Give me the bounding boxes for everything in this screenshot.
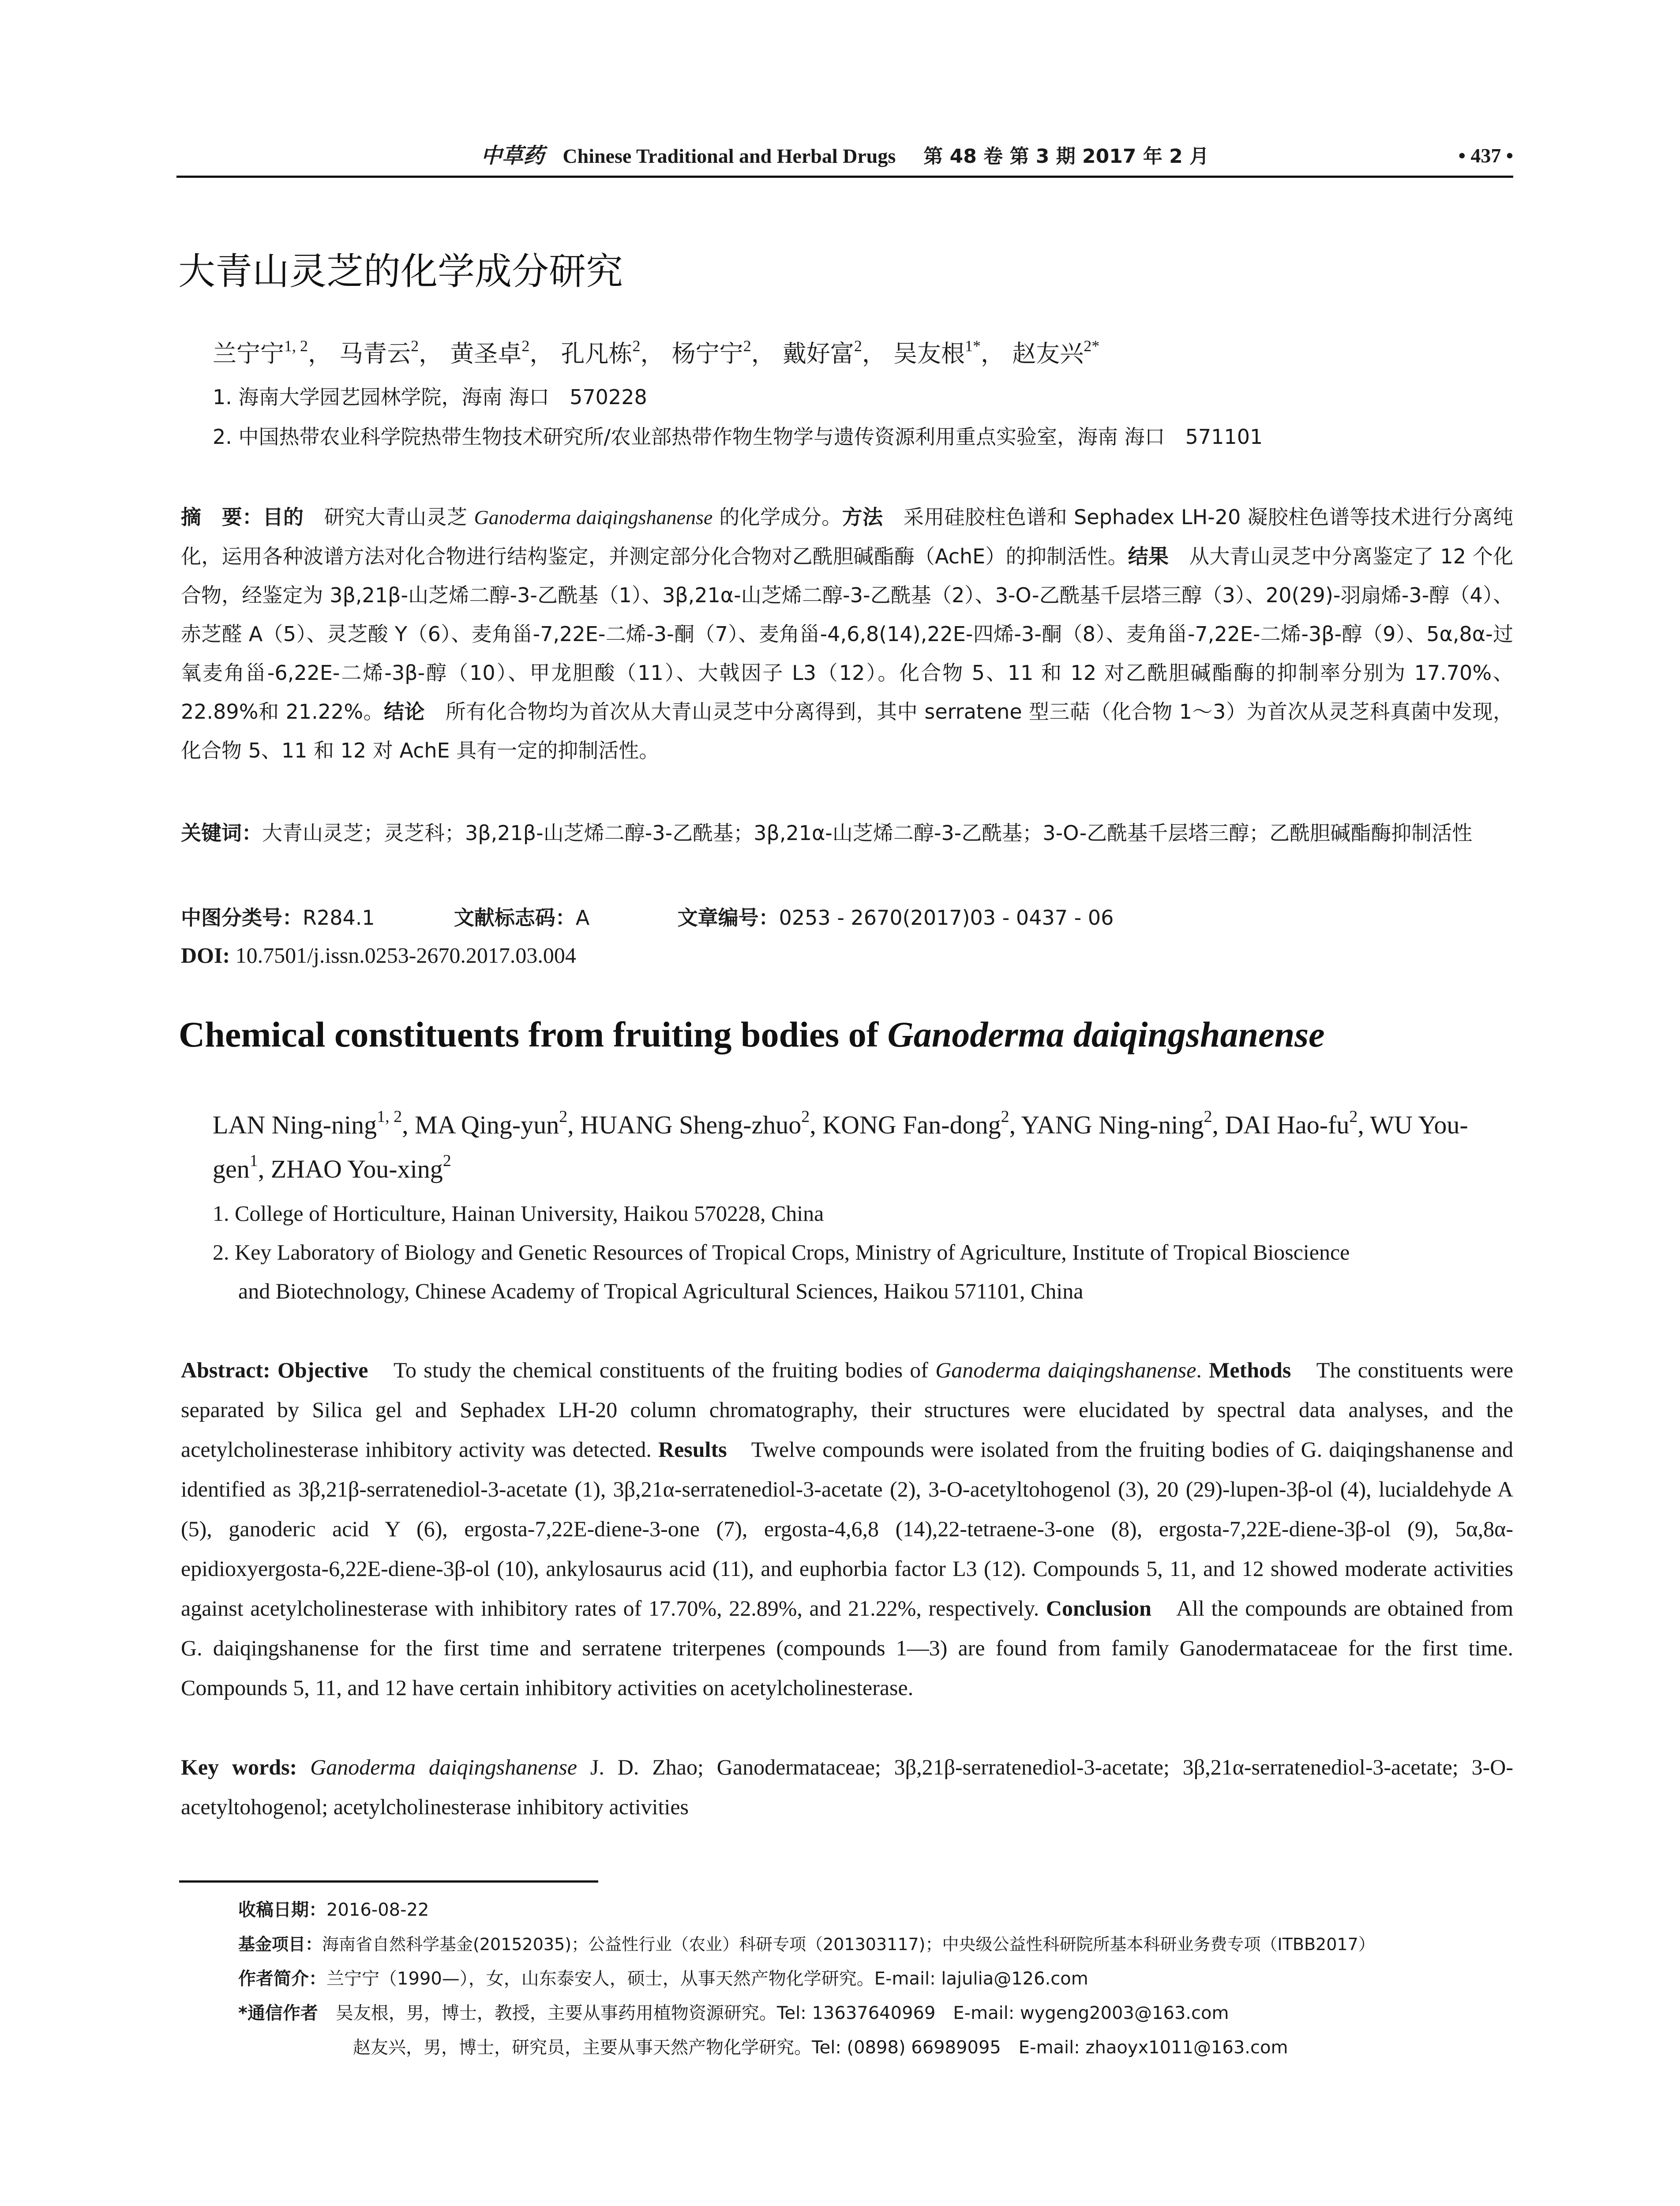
footnote-author: 作者简介：兰宁宁（1990—），女，山东泰安人，硕士，从事天然产物化学研究。E-mail: lajulia@126.com	[238, 1969, 1088, 1989]
issue-info: 第 48 卷 第 3 期 2017 年 2 月	[923, 145, 1209, 168]
keywords-en: Key words: Ganoderma daiqingshanense J. D. Zhao; Ganodermataceae; 3β,21β-serratenediol-3-acetate; 3β,21α-serratenediol-3-acetate; 3-O-acetyltohogenol; acetylcholinesterase inhibitory activities	[181, 1755, 1513, 1819]
footnote-rule	[179, 1880, 598, 1883]
classification-row: 中图分类号：R284.1 文献标志码：A 文章编号：0253 - 2670(2017)03 - 0437 - 06	[181, 906, 1114, 930]
author-en: KONG Fan-dong$^2$	[822, 1107, 1009, 1139]
footnote-corresponding-2: 赵友兴，男，博士，研究员，主要从事天然产物化学研究。Tel: (0898) 66989095 E-mail: zhaoyx1011@163.com	[353, 2037, 1288, 2058]
author-cn: 吴友根$^{1*}$	[893, 337, 981, 368]
authors-en: LAN Ning-ning$^{1, 2}$, MA Qing-yun$^2$, HUANG Sheng-zhuo$^2$, KONG Fan-dong$^2$, YANG Ning-ning$^2$, DAI Hao-$fu^2$, WU You-gen$^1$, ZHAO You-xing$^2$	[213, 1107, 1468, 1183]
keywords-cn: 关键词：大青山灵芝；灵芝科；3β,21β-山芝烯二醇-3-乙酰基；3β,21α-山芝烯二醇-3-乙酰基；3-O-乙酰基千层塔三醇；乙酰胆碱酯酶抑制活性	[181, 821, 1473, 845]
author-cn: 杨宁宁$^2$	[671, 337, 751, 368]
author-en: DAI Hao-$fu^2$	[1225, 1107, 1358, 1139]
abstract-cn: 摘 要：目的 研究大青山灵芝 Ganoderma daiqingshanense 的化学成分。方法 采用硅胶柱色谱和 Sephadex LH-20 凝胶柱色谱等技术进行分离纯化，运用各种波谱方法对化合物进行结构鉴定，并测定部分化合物对乙酰胆碱酯酶（AchE）的抑制活性。结果 从大青山灵芝中分离鉴定了 12 个化合物，经鉴定为 3β,21β-山芝烯二醇-3-乙酰基（1）、3β,21α-山芝烯二醇-3-乙酰基（2）、3-O-乙酰基千层塔三醇（3）、20(29)-羽扇烯-3-醇（4）、赤芝醛 A（5）、灵芝酸 Y（6）、麦角甾-7,22E-二烯-3-酮（7）、麦角甾-4,6,8(14),22E-四烯-3-酮（8）、麦角甾-7,22E-二烯-3β-醇（9）、5α,8α-过氧麦角甾-6,22E-二烯-3β-醇（10）、甲龙胆酸（11）、大戟因子 L3（12）。化合物 5、11 和 12 对乙酰胆碱酯酶的抑制率分别为 17.70%、22.89%和 21.22%。结论 所有化合物均为首次从大青山灵芝中分离得到，其中 serratene 型三萜（化合物 1～3）为首次从灵芝科真菌中发现，化合物 5、11 和 12 对 AchE 具有一定的抑制活性。	[181, 505, 1514, 762]
author-cn: 赵友兴$^{2*}$	[1012, 337, 1100, 368]
author-en: LAN Ning-ning$^{1, 2}$	[213, 1107, 402, 1139]
footnote-corresponding-1: *通信作者 吴友根，男，博士，教授，主要从事药用植物资源研究。Tel: 13637640969 E-mail: wygeng2003@163.com	[238, 2003, 1229, 2023]
author-cn: 兰宁宁$^{1, 2}$	[213, 337, 308, 368]
author-en: HUANG Sheng-zhuo$^2$	[580, 1107, 810, 1139]
author-cn: 黄圣卓$^2$	[450, 337, 530, 368]
affiliation-cn-1: 1. 海南大学园艺园林学院，海南 海口 570228	[213, 385, 647, 409]
title-cn: 大青山灵芝的化学成分研究	[178, 250, 623, 293]
author-en: ZHAO You-xing$^2$	[270, 1152, 451, 1183]
affiliation-en-2: 2. Key Laboratory of Biology and Genetic Resources of Tropical Crops, Ministry of Agriculture, Institute of Tropical Bioscience	[213, 1240, 1350, 1264]
affiliation-en-1: 1. College of Horticulture, Hainan University, Haikou 570228, China	[213, 1201, 824, 1226]
author-cn: 孔凡栋$^2$	[561, 337, 641, 368]
journal-name-en: Chinese Traditional and Herbal Drugs	[562, 145, 896, 167]
author-en: WU You-gen$^1$	[213, 1111, 1468, 1183]
affiliation-cn-2: 2. 中国热带农业科学院热带生物技术研究所/农业部热带作物生物学与遗传资源利用重点实验室，海南 海口 571101	[213, 425, 1263, 449]
author-en: MA Qing-yun$^2$	[415, 1107, 568, 1139]
page-number: • 437 •	[1458, 144, 1513, 167]
author-en: YANG Ning-ning$^2$	[1021, 1107, 1212, 1139]
affiliation-en-2-cont: and Biotechnology, Chinese Academy of Tropical Agricultural Sciences, Haikou 571101, China	[238, 1279, 1084, 1303]
footnote-received: 收稿日期：2016-08-22	[238, 1900, 429, 1920]
title-en: Chemical constituents from fruiting bodies of Ganoderma daiqingshanense	[179, 1014, 1325, 1054]
running-header	[176, 140, 1513, 171]
author-cn: 戴好富$^2$	[782, 337, 862, 368]
author-cn: 马青云$^2$	[339, 337, 419, 368]
doi: DOI: 10.7501/j.issn.0253-2670.2017.03.004	[181, 943, 576, 968]
authors-cn: 兰宁宁$^{1, 2}$， 马青云$^2$， 黄圣卓$^2$， 孔凡栋$^2$， 杨宁宁$^2$， 戴好富$^2$， 吴友根$^{1*}$， 赵友兴$^{2*}$	[213, 337, 1100, 368]
header-rule	[176, 176, 1513, 178]
abstract-en: Abstract: Objective To study the chemical constituents of the fruiting bodies of Ganoderma daiqingshanense. Methods The constituents were separated by Silica gel and Sephadex LH-20 column chromatography, their structures were elucidated by spectral data analyses, and the acetylcholinesterase inhibitory activity was detected. Results Twelve compounds were isolated from the fruiting bodies of G. daiqingshanense and identified as 3β,21β-serratenediol-3-acetate (1), 3β,21α-serratenediol-3-acetate (2), 3-O-acetyltohogenol (3), 20 (29)-lupen-3β-ol (4), lucialdehyde A (5), ganoderic acid Y (6), ergosta-7,22E-diene-3-one (7), ergosta-4,6,8 (14),22-tetraene-3-one (8), ergosta-7,22E-diene-3β-ol (9), 5α,8α-epidioxyergosta-6,22E-diene-3β-ol (10), ankylosaurus acid (11), and euphorbia factor L3 (12). Compounds 5, 11, and 12 showed moderate activities against acetylcholinesterase with inhibitory rates of 17.70%, 22.89%, and 21.22%, respectively. Conclusion All the compounds are obtained from G. daiqingshanense for the first time and serratene triterpenes (compounds 1—3) are found from family Ganodermataceae for the first time. Compounds 5, 11, and 12 have certain inhibitory activities on acetylcholinesterase.	[181, 1358, 1514, 1700]
journal-logo-cn: 中草药	[480, 143, 544, 168]
footnote-fund: 基金项目：海南省自然科学基金(20152035)；公益性行业（农业）科研专项（201303117)；中央级公益性科研院所基本科研业务费专项（ITBB2017）	[238, 1935, 1375, 1954]
